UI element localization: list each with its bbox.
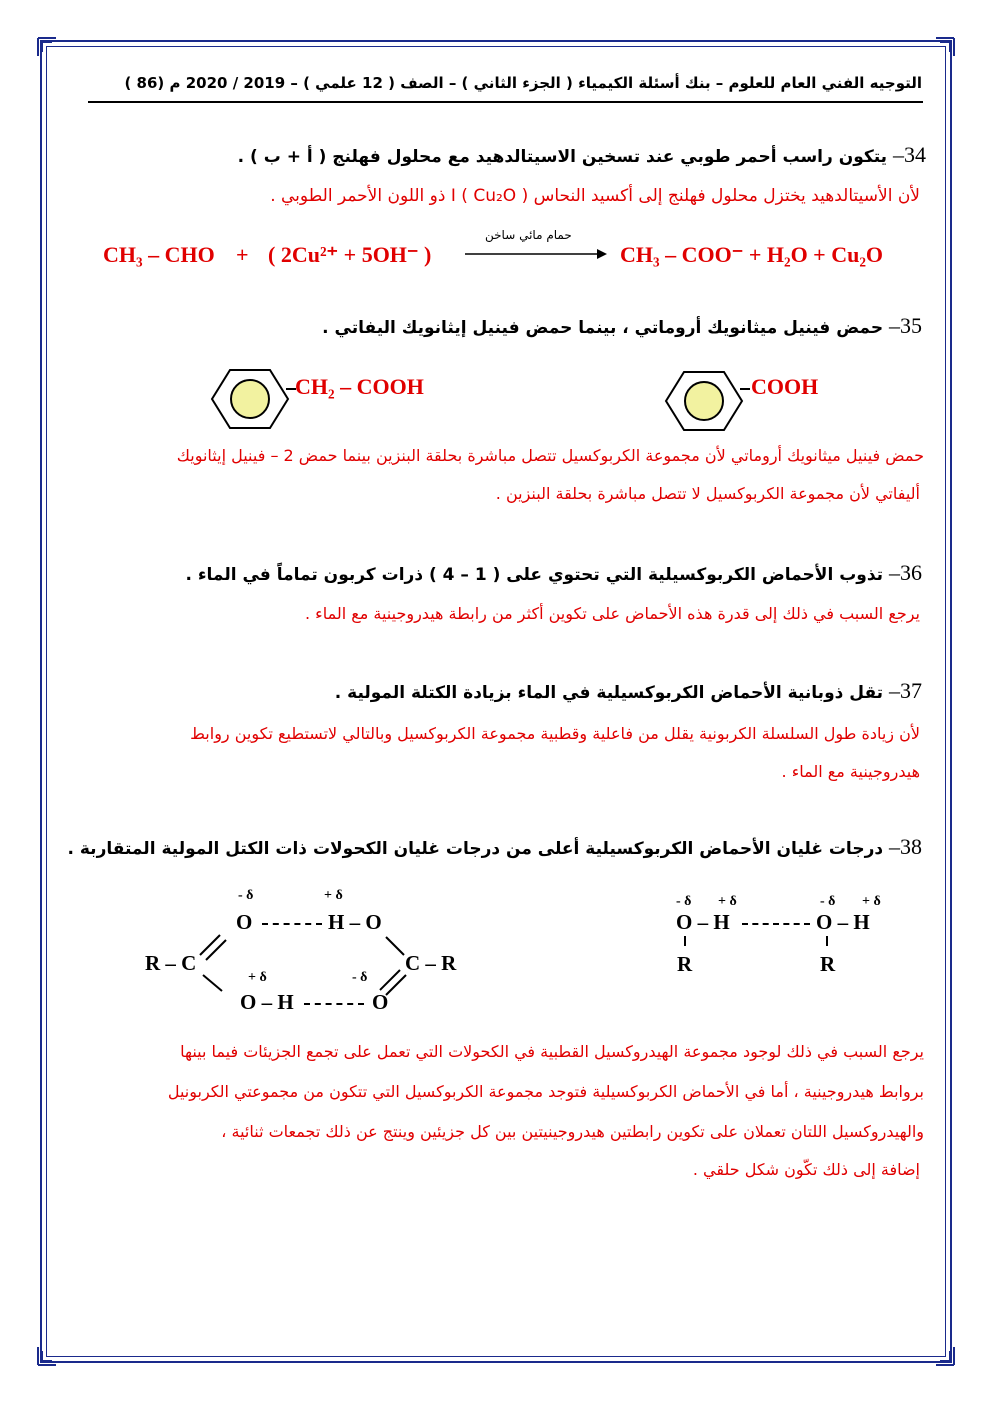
answer-34: لأن الأسيتالدهيد يختزل محلول فهلنج إلى أكسيد النحاس I ( Cu₂O ) ذو اللون الأحمر الطوبي . [270, 186, 920, 206]
question-38-number: 38– [889, 834, 922, 859]
question-35 [322, 313, 922, 339]
delta-neg-alc-1: - δ [676, 894, 692, 909]
delta-neg-acid-top: - δ [238, 888, 254, 903]
answer-38-line4: إضافة إلى ذلك تكّون شكل حلقي . [692, 1160, 920, 1179]
answer-37-line2: هيدروجينية مع الماء . [781, 762, 920, 781]
equation-left-b: ( 2Cu²⁺ + 5OH⁻ ) [268, 242, 432, 267]
answer-37-line1: لأن زيادة طول السلسلة الكربونية يقلل من فاعلية وقطبية مجموعة الكربوكسيل وبالتالي لاتستطيع تكوين روابط [190, 724, 920, 743]
hbond-bottom [304, 1003, 364, 1005]
hbond-alcohol [742, 923, 810, 925]
header-rule [88, 101, 923, 103]
alcohol-bond-1 [684, 936, 686, 946]
answer-38-line2: بروابط هيدروجينية ، أما في الأحماض الكربوكسيلية فتوجد مجموعة الكربوكسيل التي تتكون من مجموعتي الكربونيل [167, 1082, 924, 1101]
delta-neg-acid-bottom: - δ [352, 970, 368, 985]
page-header: التوجيه الفني العام للعلوم – بنك أسئلة الكيمياء ( الجزء الثاني ) – الصف ( 12 علمي ) – 2019 / 2020 م (86 ) [124, 74, 922, 92]
question-35-text: حمض فينيل ميثانويك أروماتي ، بينما حمض فينيل إيثانويك اليفاتي . [322, 318, 884, 338]
answer-38-line1: يرجع السبب في ذلك لوجود مجموعة الهيدروكسيل القطبية في الكحولات التي تعمل على تجمع الجزيئات فيما بينها [180, 1042, 924, 1061]
answer-38-line3: والهيدروكسيل اللتان تعملان على تكوين رابطتين هيدروجينيتين بين كل جزيئين وينتج عن ذلك تجمعات ثنائية ، [221, 1122, 924, 1141]
question-38 [68, 834, 923, 860]
corner-ornament-bl [36, 1345, 58, 1367]
answer-36: يرجع السبب في ذلك إلى قدرة هذه الأحماض على تكوين أكثر من رابطة هيدروجينية مع الماء . [305, 604, 920, 623]
equation-condition: حمام مائي ساخن [485, 228, 572, 242]
equation-plus: + [236, 242, 249, 267]
question-37-number: 37– [889, 678, 922, 703]
question-36-number: 36– [889, 560, 922, 585]
question-36 [185, 560, 922, 586]
question-37 [335, 678, 922, 704]
acid-O-H-bottom: O – H [240, 990, 294, 1014]
question-34-number: 34– [893, 142, 926, 167]
equation-right: CH₃ – COO⁻ + H₂O + Cu₂O [620, 242, 884, 267]
delta-pos-acid-bottom: + δ [248, 970, 267, 985]
delta-pos-alc-1: + δ [718, 894, 737, 909]
bond-line-right [740, 388, 750, 390]
corner-ornament-br [934, 1345, 956, 1367]
equation-left-a: CH₃ – CHO [103, 242, 215, 267]
alcohol-OH-2: O – H [816, 910, 870, 934]
question-35-number: 35– [889, 313, 922, 338]
alcohol-R-1: R [677, 952, 693, 976]
acid-O-bottom-right: O [372, 990, 389, 1014]
acid-CR-right: C – R [405, 951, 457, 975]
answer-35-line2: أليفاتي لأن مجموعة الكربوكسيل لا تتصل مباشرة بحلقة البنزين . [495, 484, 920, 503]
question-38-text: درجات غليان الأحماض الكربوكسيلية أعلى من درجات غليان الكحولات ذات الكتل المولية المتقاربة . [67, 839, 884, 859]
question-34 [238, 142, 926, 168]
corner-ornament-tl [36, 36, 58, 58]
answer-35-line1: حمض فينيل ميثانويك أروماتي لأن مجموعة الكربوكسيل تتصل مباشرة بحلقة البنزين بينما حمض 2 – فينيل إيثانويك [176, 446, 924, 465]
question-36-text: تذوب الأحماض الكربوكسيلية التي تحتوي على ( 1 – 4 ) ذرات كربون تماماً في الماء . [185, 565, 884, 585]
question-37-text: تقل ذوبانية الأحماض الكربوكسيلية في الماء بزيادة الكتلة المولية . [334, 683, 884, 703]
corner-ornament-tr [934, 36, 956, 58]
question-34-text: يتكون راسب أحمر طوبي عند تسخين الاسيتالدهيد مع محلول فهلنج ( أ + ب ) . [237, 147, 888, 167]
benzene-ring-right [664, 370, 744, 432]
acid-RC-left: R – C [145, 951, 197, 975]
delta-neg-alc-2: - δ [820, 894, 836, 909]
benzene-ring-left [210, 368, 290, 430]
alcohol-OH-1: O – H [676, 910, 730, 934]
acid-H-O-top: H – O [328, 910, 382, 934]
structure-phenylacetic: CH₂ – COOH [295, 374, 424, 399]
structure-benzoic: COOH [751, 374, 819, 399]
delta-pos-acid-top: + δ [324, 888, 343, 903]
alcohol-bond-2 [826, 936, 828, 946]
alcohol-R-2: R [820, 952, 836, 976]
reaction-arrow [465, 248, 607, 260]
acid-O-top-left: O [236, 910, 253, 934]
delta-pos-alc-2: + δ [862, 894, 881, 909]
